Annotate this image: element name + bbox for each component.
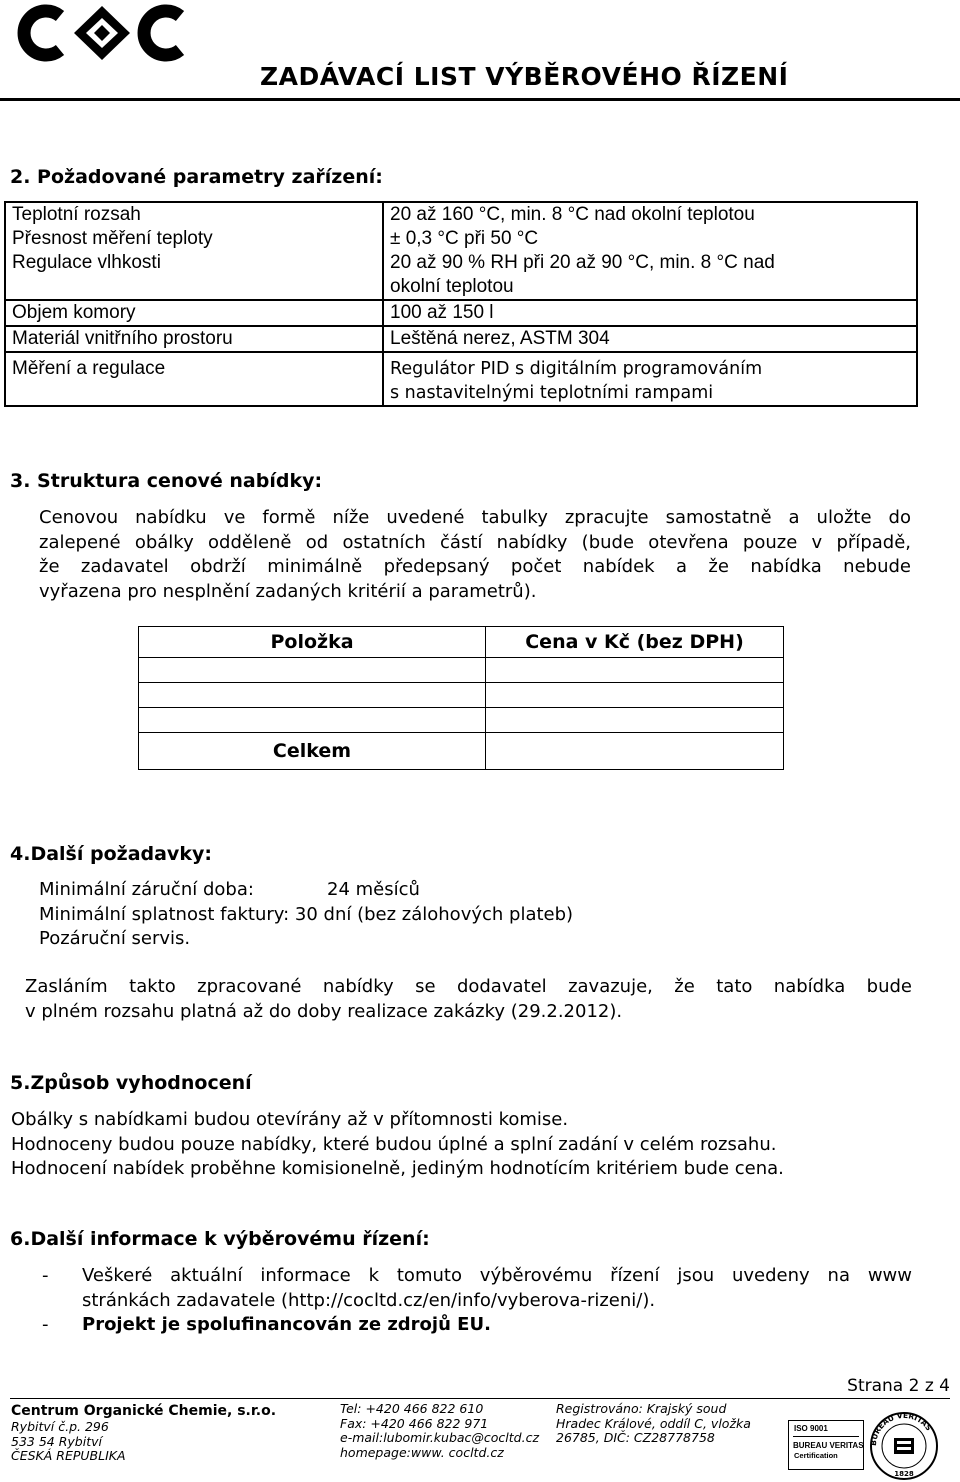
param-label: Teplotní rozsah: [5, 202, 383, 227]
column-header-price: Cena v Kč (bez DPH): [486, 627, 784, 658]
param-label: Regulace vlhkosti: [5, 251, 383, 300]
param-value: ± 0,3 °C při 50 °C: [383, 227, 917, 251]
document-title: ZADÁVACÍ LIST VÝBĚROVÉHO ŘÍZENÍ: [260, 62, 789, 91]
payment-value: 30 dní (bez zálohových plateb): [294, 903, 574, 925]
footer-registration-line: 26785, DIČ: CZ28778758: [556, 1430, 715, 1445]
param-label: Přesnost měření teploty: [5, 227, 383, 251]
param-value: [383, 251, 917, 300]
commitment-paragraph: [25, 975, 912, 1024]
section5-heading: 5.Způsob vyhodnocení: [10, 1072, 252, 1094]
bullet-dash: -: [42, 1265, 49, 1286]
table-row: [139, 627, 784, 658]
warranty-label: Minimální záruční doba:: [39, 879, 254, 900]
table-row: [5, 352, 917, 406]
param-value-line: 20 až 90 % RH při 20 až 90 °C, min. 8 °C nad: [390, 252, 775, 273]
footer-registration-block: [556, 1402, 751, 1446]
price-table: [138, 626, 784, 770]
logo-diamond-icon: [74, 6, 130, 60]
section2-heading: 2. Požadované parametry zařízení:: [10, 166, 383, 188]
section4-heading: 4.Další požadavky:: [10, 843, 212, 865]
company-logo: [12, 2, 192, 64]
footer-address-line: Rybitví č.p. 296: [11, 1419, 109, 1434]
list-item: [42, 1264, 912, 1313]
price-cell[interactable]: [486, 658, 784, 683]
paragraph-line: Zasláním takto zpracované nabídky se dodavatel zavazuje, že tato nabídka bude: [25, 976, 912, 997]
bullet-text: Veškeré aktuální informace k tomuto výběrovému řízení jsou uvedeny na www: [82, 1265, 912, 1286]
warranty-line: [39, 878, 919, 903]
footer-company-block: [11, 1403, 276, 1464]
section3-heading: 3. Struktura cenové nabídky:: [10, 470, 323, 492]
footer-address-line: ČESKÁ REPUBLIKA: [11, 1448, 126, 1463]
price-cell[interactable]: [486, 708, 784, 733]
service-line: Pozáruční servis.: [39, 928, 191, 949]
param-value-line: s nastavitelnými teplotními rampami: [390, 383, 714, 403]
table-row: [5, 300, 917, 326]
param-value-line: okolní teplotou: [390, 276, 514, 297]
seal-year: 1828: [894, 1470, 914, 1478]
total-label: Celkem: [139, 733, 486, 770]
warranty-value: 24 měsíců: [327, 879, 420, 900]
footer-tel: Tel: +420 466 822 610: [340, 1401, 484, 1416]
payment-line: [39, 903, 919, 928]
table-row: [139, 658, 784, 683]
param-value-line: Regulátor PID s digitálním programováním: [390, 359, 763, 379]
param-label: Objem komory: [5, 300, 383, 326]
table-row: [5, 326, 917, 352]
paragraph-line: Cenovou nabídku ve formě níže uvedené tabulky zpracujte samostatně a uložte do: [39, 507, 911, 528]
page-number: Strana 2 z 4: [847, 1376, 950, 1396]
bullet-dash: -: [42, 1314, 49, 1335]
paragraph-line: Obálky s nabídkami budou otevírány až v přítomnosti komise.: [11, 1109, 569, 1130]
footer-rule: [10, 1398, 950, 1399]
bullet-text: Projekt je spolufinancován ze zdrojů EU.: [82, 1314, 491, 1335]
section6-heading: 6.Další informace k výběrovému řízení:: [10, 1228, 430, 1250]
param-label: Měření a regulace: [5, 352, 383, 406]
paragraph-line: vyřazena pro nesplnění zadaných kritérií a parametrů).: [39, 580, 537, 602]
iso-cert-label: Certification: [794, 1451, 838, 1460]
header-rule: [0, 98, 960, 101]
bullet-text-link[interactable]: stránkách zadavatele (http://cocltd.cz/en/info/vyberova-rizeni/).: [82, 1289, 656, 1311]
bureau-veritas-seal: [866, 1406, 942, 1482]
item-cell[interactable]: [139, 658, 486, 683]
parameters-table: [4, 201, 918, 407]
param-label: Materiál vnitřního prostoru: [5, 326, 383, 352]
paragraph-line: Hodnoceny budou pouze nabídky, které budou úplné a splní zadání v celém rozsahu.: [11, 1133, 777, 1155]
footer-homepage[interactable]: homepage:www. cocltd.cz: [340, 1444, 504, 1460]
footer-company: Centrum Organické Chemie, s.r.o.: [11, 1403, 277, 1419]
seal-emblem-icon: [894, 1438, 914, 1454]
footer-registration-line: Registrováno: Krajský soud: [556, 1401, 727, 1416]
footer-fax: Fax: +420 466 822 971: [340, 1415, 489, 1431]
item-cell[interactable]: [139, 708, 486, 733]
table-row: [139, 708, 784, 733]
footer-contact-block: [340, 1402, 539, 1460]
footer-address-line: 533 54 Rybitví: [11, 1433, 102, 1449]
total-price-cell[interactable]: [486, 733, 784, 770]
item-cell[interactable]: [139, 683, 486, 708]
param-value: Leštěná nerez, ASTM 304: [383, 326, 917, 352]
table-row: [5, 202, 917, 227]
footer-email[interactable]: e-mail:lubomir.kubac@cocltd.cz: [340, 1430, 540, 1445]
iso-label: ISO 9001: [794, 1424, 828, 1433]
iso-certification-badge: [788, 1420, 864, 1470]
param-value: 20 až 160 °C, min. 8 °C nad okolní teplotou: [383, 202, 917, 227]
table-row: [5, 227, 917, 251]
seal-arc-text: BUREAU VERITAS: [868, 1410, 934, 1447]
requirements-list: [39, 878, 919, 952]
footer-registration-line: Hradec Králové, oddíl C, vložka: [556, 1415, 751, 1431]
column-header-item: Položka: [139, 627, 486, 658]
evaluation-text: [11, 1108, 911, 1182]
list-item: [42, 1313, 912, 1338]
paragraph-line: zalepené obálky odděleně od ostatních částí nabídky (bude otevřena pouze v případě,: [39, 531, 911, 553]
paragraph-line: že zadavatel obdrží minimálně předepsaný počet nabídek a že nabídka nebude: [39, 556, 911, 577]
info-list: [42, 1264, 912, 1338]
param-value: [383, 352, 917, 406]
table-row: [5, 251, 917, 300]
iso-bv-label: BUREAU VERITAS: [793, 1436, 859, 1450]
table-row: [139, 733, 784, 770]
payment-label: Minimální splatnost faktury:: [39, 903, 290, 925]
paragraph-line: Hodnocení nabídek proběhne komisionelně, jediným hodnotícím kritériem bude cena.: [11, 1158, 784, 1179]
param-value: 100 až 150 l: [383, 300, 917, 326]
price-cell[interactable]: [486, 683, 784, 708]
section3-paragraph: [39, 506, 911, 604]
table-row: [139, 683, 784, 708]
paragraph-line: v plném rozsahu platná až do doby realizace zakázky (29.2.2012).: [25, 1000, 623, 1022]
